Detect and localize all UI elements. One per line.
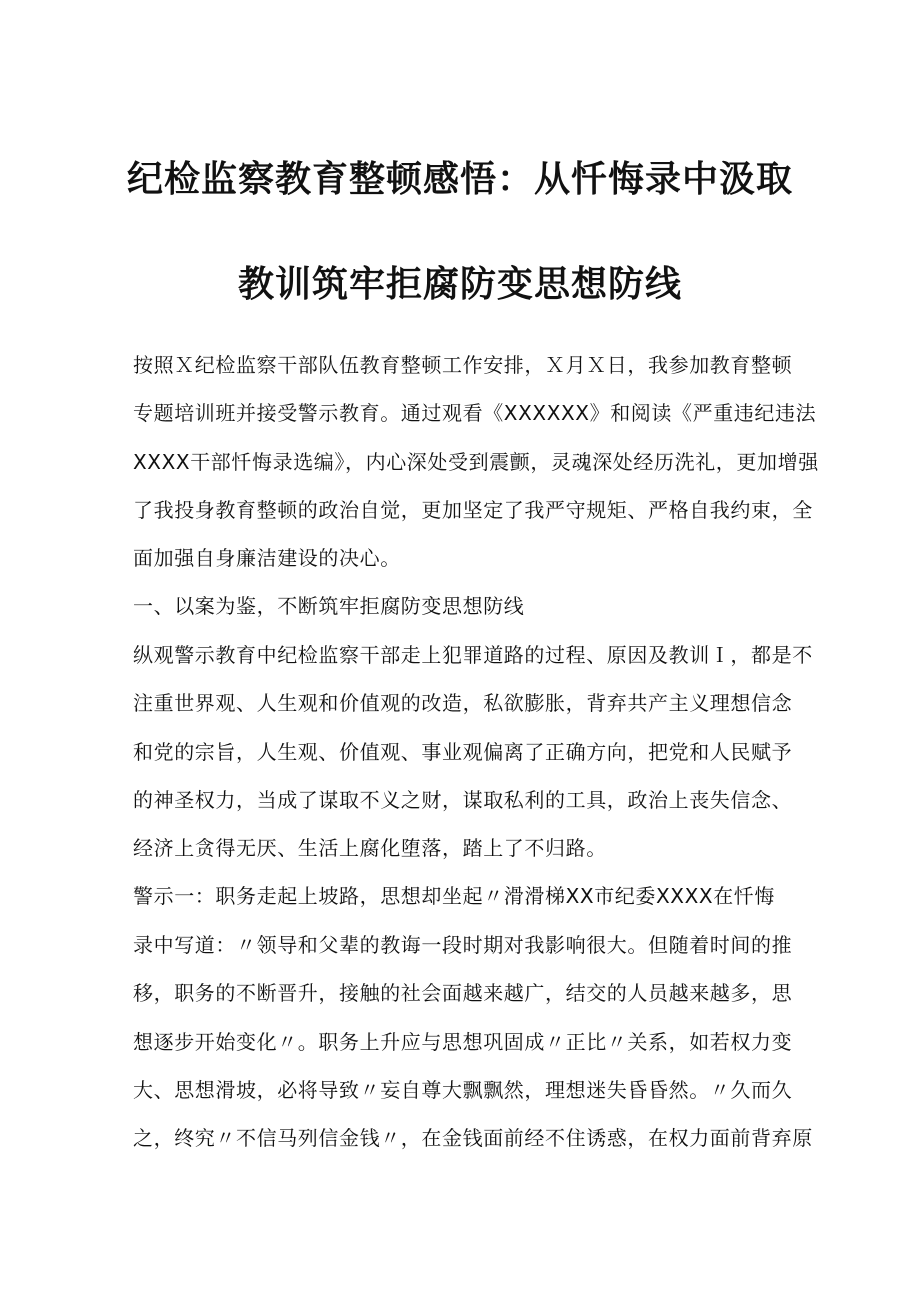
paragraph-line: 面加强自身廉洁建设的决心。 (133, 546, 401, 570)
paragraph-line: 警示一：职务走起上坡路，思想却坐起〃滑滑梯XX市纪委XXXX在忏悔 (133, 884, 776, 908)
paragraph-line: 移，职务的不断晋升，接触的社会面越来越广，结交的人员越来越多，思 (133, 981, 793, 1005)
paragraph-line: 大、思想滑坡，必将导致〃妄自尊大飘飘然，理想迷失昏昏然。〃久而久 (133, 1078, 793, 1102)
paragraph-line: 录中写道：〃领导和父辈的教诲一段时期对我影响很大。但随着时间的推 (133, 933, 793, 957)
document-title-line-2: 教训筑牢拒腐防变思想防线 (237, 264, 682, 305)
paragraph-line: 按照Ｘ纪检监察干部队伍教育整顿工作安排，Ｘ月Ｘ日，我参加教育整顿 (133, 353, 793, 377)
paragraph-line: 纵观警示教育中纪检监察干部走上犯罪道路的过程、原因及教训Ｉ，都是不 (133, 643, 813, 667)
paragraph-line: 注重世界观、人生观和价值观的改造，私欲膨胀，背弃共产主义理想信念 (133, 691, 793, 715)
section-heading: 一、以案为鉴，不断筑牢拒腐防变思想防线 (133, 594, 525, 618)
paragraph-line: 想逐步开始变化〃。职务上升应与思想巩固成〃正比〃关系，如若权力变 (133, 1030, 793, 1054)
document-title-line-1: 纪检监察教育整顿感悟：从忏悔录中汲取 (126, 159, 793, 200)
paragraph-line: 经济上贪得无厌、生活上腐化堕落，踏上了不归路。 (133, 836, 607, 860)
paragraph-line: 的神圣权力，当成了谋取不义之财，谋取私利的工具，政治上丧失信念、 (133, 788, 793, 812)
paragraph-line: 专题培训班并接受警示教育。通过观看《XXXXXX》和阅读《严重违纪违法 (133, 401, 817, 425)
paragraph-line: 和党的宗旨，人生观、价值观、事业观偏离了正确方向，把党和人民赋予 (133, 740, 793, 764)
paragraph-line: 之，终究〃不信马列信金钱〃，在金钱面前经不住诱惑，在权力面前背弃原 (133, 1126, 813, 1150)
paragraph-line: 了我投身教育整顿的政治自觉，更加坚定了我严守规矩、严格自我约束，全 (133, 498, 813, 522)
paragraph-line: XXXX干部忏悔录选编》，内心深处受到震颤，灵魂深处经历洗礼，更加增强 (133, 450, 819, 474)
